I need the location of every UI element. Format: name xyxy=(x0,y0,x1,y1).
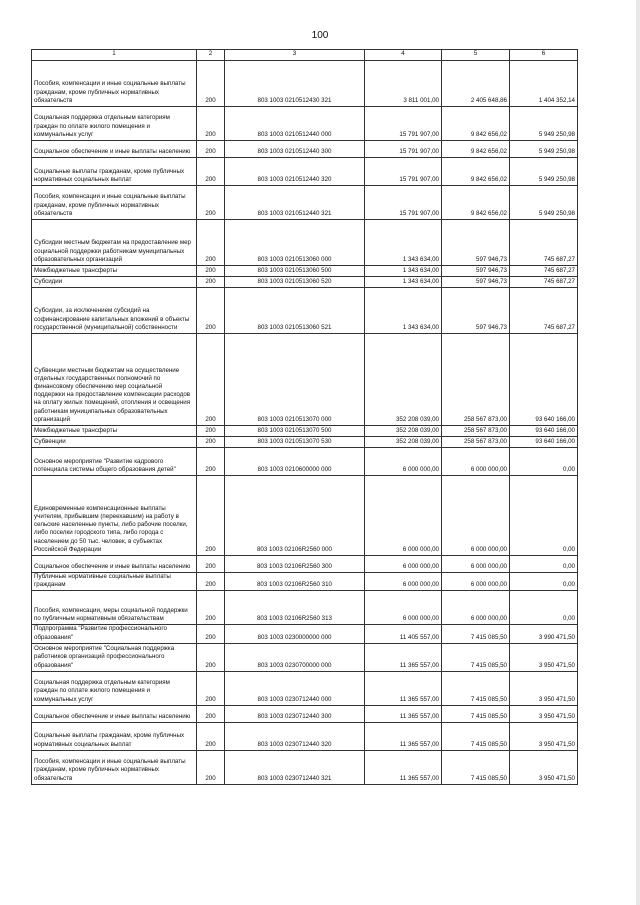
row-kbk: 803 1003 0210513070 530 xyxy=(225,437,365,448)
row-amount-executed: 597 946,73 xyxy=(442,277,510,288)
row-amount-remaining: 5 949 250,98 xyxy=(510,186,578,220)
row-amount-executed: 6 000 000,00 xyxy=(442,448,510,476)
row-name: Субвенции местным бюджетам на осуществление отдельных государственных полномочий по финансовому обеспечению мер социальной поддержки на предоставление компенсации расходов на оплату жилых помещений, отопления и освещения работникам муниципальных образовательных организаций xyxy=(32,334,197,426)
row-amount-remaining: 93 640 166,00 xyxy=(510,426,578,437)
row-amount-plan: 6 000 000,00 xyxy=(365,573,442,591)
row-name: Основное мероприятие "Социальная поддержка работников организаций профессионального образования" xyxy=(32,643,197,671)
row-kbk: 803 1003 0210513070 000 xyxy=(225,334,365,426)
row-name: Субсидии, за исключением субсидий на софинансирование капитальных вложений в объекты государственной (муниципальной) собственности xyxy=(32,288,197,334)
row-code: 200 xyxy=(197,671,225,705)
table-row xyxy=(32,591,578,625)
row-amount-plan: 11 405 557,00 xyxy=(365,625,442,643)
row-amount-executed: 9 842 656,02 xyxy=(442,186,510,220)
row-amount-executed: 7 415 085,50 xyxy=(442,705,510,722)
row-amount-remaining: 3 950 471,50 xyxy=(510,705,578,722)
row-amount-plan: 15 791 907,00 xyxy=(365,158,442,186)
row-kbk: 803 1003 0210513060 500 xyxy=(225,266,365,277)
row-amount-executed: 7 415 085,50 xyxy=(442,671,510,705)
row-code: 200 xyxy=(197,426,225,437)
table-row xyxy=(32,277,578,288)
row-kbk: 803 1003 0210513060 521 xyxy=(225,288,365,334)
row-amount-plan: 6 000 000,00 xyxy=(365,591,442,625)
row-code: 200 xyxy=(197,334,225,426)
table-row xyxy=(32,186,578,220)
row-name: Субвенции xyxy=(32,437,197,448)
row-amount-plan: 6 000 000,00 xyxy=(365,556,442,573)
table-row xyxy=(32,448,578,476)
row-amount-remaining: 5 949 250,98 xyxy=(510,158,578,186)
row-amount-executed: 7 415 085,50 xyxy=(442,750,510,784)
row-code: 200 xyxy=(197,722,225,750)
row-amount-executed: 9 842 656,02 xyxy=(442,158,510,186)
row-kbk: 803 1003 0210600000 000 xyxy=(225,448,365,476)
row-amount-executed: 9 842 656,02 xyxy=(442,107,510,141)
row-code: 200 xyxy=(197,643,225,671)
table-row xyxy=(32,573,578,591)
row-amount-plan: 15 791 907,00 xyxy=(365,141,442,158)
row-kbk: 803 1003 0210513070 500 xyxy=(225,426,365,437)
table-row xyxy=(32,288,578,334)
row-amount-plan: 6 000 000,00 xyxy=(365,476,442,556)
row-code: 200 xyxy=(197,705,225,722)
row-kbk: 803 1003 0210513060 000 xyxy=(225,220,365,266)
row-kbk: 803 1003 0210512430 321 xyxy=(225,61,365,107)
row-code: 200 xyxy=(197,448,225,476)
row-amount-executed: 6 000 000,00 xyxy=(442,476,510,556)
row-name: Основное мероприятие "Развитие кадрового потенциала системы общего образования детей" xyxy=(32,448,197,476)
row-code: 200 xyxy=(197,141,225,158)
row-amount-plan: 352 208 039,00 xyxy=(365,334,442,426)
table-row xyxy=(32,334,578,426)
row-kbk: 803 1003 0230700000 000 xyxy=(225,643,365,671)
row-amount-plan: 1 343 634,00 xyxy=(365,220,442,266)
table-row xyxy=(32,476,578,556)
row-code: 200 xyxy=(197,750,225,784)
table-row xyxy=(32,705,578,722)
table-row xyxy=(32,107,578,141)
row-code: 200 xyxy=(197,186,225,220)
row-code: 200 xyxy=(197,277,225,288)
row-code: 200 xyxy=(197,158,225,186)
table-row xyxy=(32,437,578,448)
row-amount-remaining: 3 950 471,50 xyxy=(510,722,578,750)
row-code: 200 xyxy=(197,288,225,334)
table-row xyxy=(32,556,578,573)
row-code: 200 xyxy=(197,107,225,141)
row-amount-plan: 6 000 000,00 xyxy=(365,448,442,476)
row-amount-remaining: 745 687,27 xyxy=(510,220,578,266)
row-kbk: 803 1003 0230000000 000 xyxy=(225,625,365,643)
row-amount-remaining: 0,00 xyxy=(510,591,578,625)
row-name: Пособия, компенсации, меры социальной поддержки по публичным нормативным обязательствам xyxy=(32,591,197,625)
row-kbk: 803 1003 0210513060 520 xyxy=(225,277,365,288)
row-name: Единовременные компенсационные выплаты учителям, прибывшим (переехавшим) на работу в сельские населенные пункты, либо рабочие поселки, либо поселки городского типа, либо города с населением до 50 тыс. человек, в субъектах Российской Федерации xyxy=(32,476,197,556)
row-kbk: 803 1003 0230712440 300 xyxy=(225,705,365,722)
col-header-4: 4 xyxy=(365,50,442,61)
row-kbk: 803 1003 0210512440 300 xyxy=(225,141,365,158)
row-amount-executed: 7 415 085,50 xyxy=(442,722,510,750)
budget-table xyxy=(31,49,578,785)
table-row xyxy=(32,141,578,158)
col-header-2: 2 xyxy=(197,50,225,61)
scan-edge xyxy=(636,0,640,905)
table-row xyxy=(32,220,578,266)
row-kbk: 803 1003 02106R2560 313 xyxy=(225,591,365,625)
row-amount-executed: 9 842 656,02 xyxy=(442,141,510,158)
row-amount-executed: 597 946,73 xyxy=(442,288,510,334)
table-row xyxy=(32,426,578,437)
row-amount-plan: 11 365 557,00 xyxy=(365,643,442,671)
row-amount-executed: 2 405 648,86 xyxy=(442,61,510,107)
table-row xyxy=(32,722,578,750)
row-amount-remaining: 3 950 471,50 xyxy=(510,643,578,671)
row-code: 200 xyxy=(197,591,225,625)
row-code: 200 xyxy=(197,625,225,643)
row-name: Межбюджетные трансферты xyxy=(32,426,197,437)
row-code: 200 xyxy=(197,266,225,277)
table-row xyxy=(32,158,578,186)
row-amount-executed: 7 415 085,50 xyxy=(442,643,510,671)
row-amount-executed: 258 567 873,00 xyxy=(442,334,510,426)
row-amount-plan: 3 811 001,00 xyxy=(365,61,442,107)
row-amount-plan: 1 343 634,00 xyxy=(365,266,442,277)
row-amount-remaining: 745 687,27 xyxy=(510,266,578,277)
row-amount-remaining: 745 687,27 xyxy=(510,288,578,334)
row-amount-remaining: 5 949 250,98 xyxy=(510,141,578,158)
row-code: 200 xyxy=(197,476,225,556)
row-name: Социальная поддержка отдельным категориям граждан по оплате жилого помещения и коммунальных услуг xyxy=(32,671,197,705)
row-amount-plan: 15 791 907,00 xyxy=(365,186,442,220)
row-kbk: 803 1003 0210512440 000 xyxy=(225,107,365,141)
row-kbk: 803 1003 02106R2560 310 xyxy=(225,573,365,591)
row-name: Пособия, компенсации и иные социальные выплаты гражданам, кроме публичных нормативных обязательств xyxy=(32,750,197,784)
row-amount-plan: 352 208 039,00 xyxy=(365,426,442,437)
row-amount-remaining: 93 640 166,00 xyxy=(510,437,578,448)
row-amount-remaining: 0,00 xyxy=(510,448,578,476)
row-code: 200 xyxy=(197,573,225,591)
table-row xyxy=(32,750,578,784)
row-amount-plan: 11 365 557,00 xyxy=(365,671,442,705)
row-name: Социальное обеспечение и иные выплаты населению xyxy=(32,705,197,722)
row-name: Социальное обеспечение и иные выплаты населению xyxy=(32,141,197,158)
row-kbk: 803 1003 0230712440 321 xyxy=(225,750,365,784)
row-amount-remaining: 3 950 471,50 xyxy=(510,671,578,705)
row-amount-remaining: 1 404 352,14 xyxy=(510,61,578,107)
page-number: 100 xyxy=(311,30,329,41)
row-code: 200 xyxy=(197,556,225,573)
row-name: Социальное обеспечение и иные выплаты населению xyxy=(32,556,197,573)
row-name: Социальные выплаты гражданам, кроме публичных нормативных социальных выплат xyxy=(32,158,197,186)
row-name: Социальная поддержка отдельным категориям граждан по оплате жилого помещения и коммунальных услуг xyxy=(32,107,197,141)
row-name: Субсидии xyxy=(32,277,197,288)
row-amount-remaining: 3 950 471,50 xyxy=(510,750,578,784)
table-row xyxy=(32,266,578,277)
row-name: Пособия, компенсации и иные социальные выплаты гражданам, кроме публичных нормативных обязательств xyxy=(32,186,197,220)
row-amount-executed: 6 000 000,00 xyxy=(442,556,510,573)
row-kbk: 803 1003 0230712440 320 xyxy=(225,722,365,750)
col-header-1: 1 xyxy=(32,50,197,61)
row-name: Субсидии местным бюджетам на предоставление мер социальной поддержки работникам муниципальных образовательных организаций xyxy=(32,220,197,266)
row-amount-remaining: 0,00 xyxy=(510,556,578,573)
row-amount-remaining: 5 949 250,98 xyxy=(510,107,578,141)
row-amount-plan: 11 365 557,00 xyxy=(365,722,442,750)
row-amount-plan: 15 791 907,00 xyxy=(365,107,442,141)
row-amount-plan: 1 343 634,00 xyxy=(365,288,442,334)
row-code: 200 xyxy=(197,220,225,266)
row-amount-remaining: 3 990 471,50 xyxy=(510,625,578,643)
row-name: Социальные выплаты гражданам, кроме публичных нормативных социальных выплат xyxy=(32,722,197,750)
row-amount-plan: 11 365 557,00 xyxy=(365,705,442,722)
row-amount-executed: 258 567 873,00 xyxy=(442,437,510,448)
row-amount-remaining: 93 640 166,00 xyxy=(510,334,578,426)
row-amount-executed: 597 946,73 xyxy=(442,220,510,266)
row-amount-plan: 1 343 634,00 xyxy=(365,277,442,288)
table-row xyxy=(32,625,578,643)
row-amount-remaining: 745 687,27 xyxy=(510,277,578,288)
row-code: 200 xyxy=(197,61,225,107)
row-name: Межбюджетные трансферты xyxy=(32,266,197,277)
col-header-3: 3 xyxy=(225,50,365,61)
row-code: 200 xyxy=(197,437,225,448)
row-amount-plan: 352 208 039,00 xyxy=(365,437,442,448)
table-row xyxy=(32,61,578,107)
row-name: Подпрограмма "Развитие профессионального образования" xyxy=(32,625,197,643)
row-kbk: 803 1003 02106R2560 300 xyxy=(225,556,365,573)
row-name: Публичные нормативные социальные выплаты гражданам xyxy=(32,573,197,591)
row-amount-executed: 6 000 000,00 xyxy=(442,573,510,591)
row-amount-remaining: 0,00 xyxy=(510,573,578,591)
table-row xyxy=(32,643,578,671)
row-kbk: 803 1003 0210512440 321 xyxy=(225,186,365,220)
row-amount-executed: 258 567 873,00 xyxy=(442,426,510,437)
row-amount-remaining: 0,00 xyxy=(510,476,578,556)
table-row xyxy=(32,671,578,705)
row-name: Пособия, компенсации и иные социальные выплаты гражданам, кроме публичных нормативных обязательств xyxy=(32,61,197,107)
row-kbk: 803 1003 0230712440 000 xyxy=(225,671,365,705)
col-header-5: 5 xyxy=(442,50,510,61)
row-kbk: 803 1003 0210512440 320 xyxy=(225,158,365,186)
row-amount-plan: 11 365 557,00 xyxy=(365,750,442,784)
col-header-6: 6 xyxy=(510,50,578,61)
row-kbk: 803 1003 02106R2560 000 xyxy=(225,476,365,556)
row-amount-executed: 6 000 000,00 xyxy=(442,591,510,625)
row-amount-executed: 597 946,73 xyxy=(442,266,510,277)
table-header-row xyxy=(32,50,578,61)
row-amount-executed: 7 415 085,50 xyxy=(442,625,510,643)
